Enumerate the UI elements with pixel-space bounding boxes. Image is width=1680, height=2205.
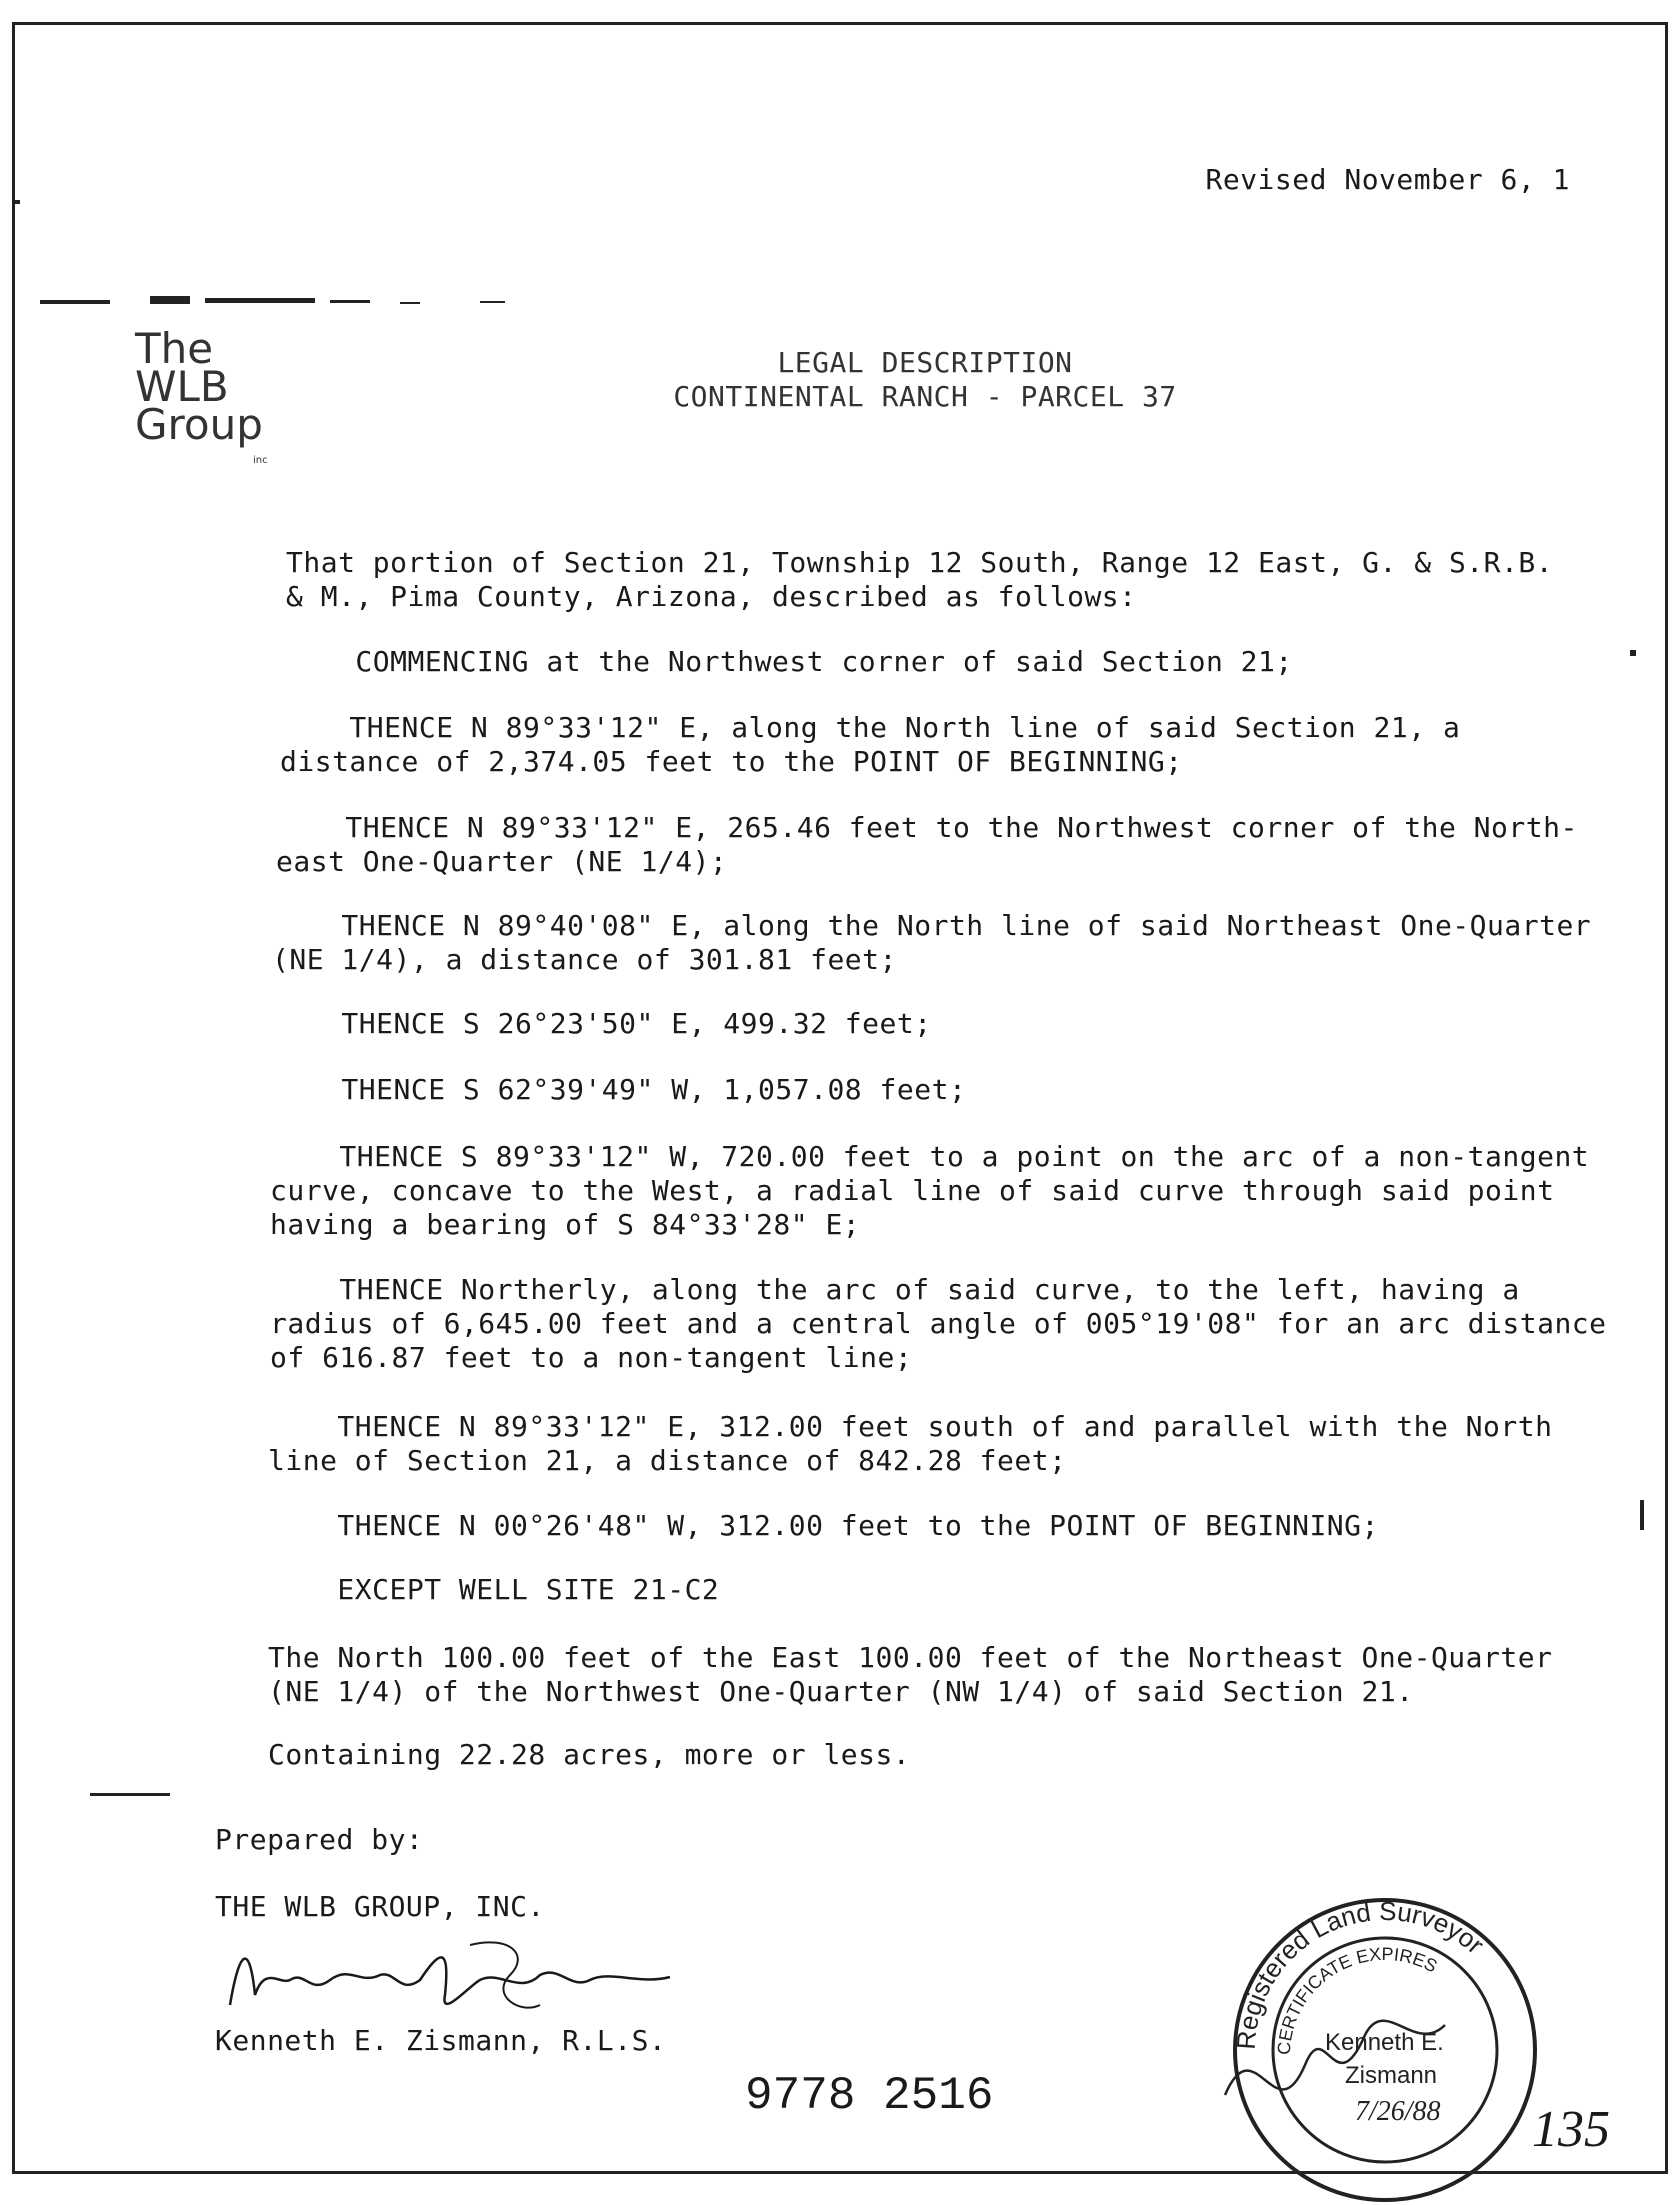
acreage-statement: Containing 22.28 acres, more or less. — [268, 1738, 911, 1771]
stamp-name-line-2: Zismann — [1345, 2062, 1438, 2089]
heading-line-2: CONTINENTAL RANCH - PARCEL 37 — [673, 380, 1177, 413]
logo-line-group: Group — [135, 400, 263, 449]
course-paragraph-9: THENCE N 00°26'48" W, 312.00 feet to the POINT OF BEGINNING; — [268, 1509, 1379, 1542]
course-paragraph-1: THENCE N 89°33'12" E, along the North line of said Section 21, a distance of 2,374.05 feet to the POINT OF BEGINNING; — [280, 711, 1461, 778]
logo-line-inc: inc — [253, 455, 268, 466]
document-heading — [0, 346, 1680, 414]
course-paragraph-7: THENCE Northerly, along the arc of said curve, to the left, having a radius of 6,645.00 feet and a central angle of 005°19'08" for an arc distance of 616.87 feet to a non-tangent line; — [270, 1273, 1607, 1374]
course-paragraph-4: THENCE S 26°23'50" E, 499.32 feet; — [272, 1007, 932, 1040]
course-paragraph-8: THENCE N 89°33'12" E, 312.00 feet south of and parallel with the North line of Section 21, a distance of 842.28 feet; — [268, 1410, 1553, 1477]
document-number: 9778 2516 — [745, 2070, 994, 2122]
page-number: 135 — [1532, 2101, 1610, 2158]
prepared-by-label: Prepared by: — [215, 1823, 424, 1856]
stamp-date: 7/26/88 — [1355, 2096, 1441, 2127]
logo-line-wlb: WLB — [135, 362, 229, 411]
course-paragraph-5: THENCE S 62°39'49" W, 1,057.08 feet; — [272, 1073, 967, 1106]
revised-date: Revised November 6, 1 — [1205, 163, 1570, 196]
course-paragraph-2: THENCE N 89°33'12" E, 265.46 feet to the Northwest corner of the North- east One-Quarter (NE 1/4); — [276, 811, 1578, 878]
except-heading: EXCEPT WELL SITE 21-C2 — [268, 1573, 720, 1606]
heading-line-1: LEGAL DESCRIPTION — [777, 346, 1073, 379]
intro-paragraph: That portion of Section 21, Township 12 South, Range 12 East, G. & S.R.B. & M., Pima County, Arizona, described as follows: — [286, 546, 1554, 613]
signer-name: Kenneth E. Zismann, R.L.S. — [215, 2024, 667, 2057]
except-description: The North 100.00 feet of the East 100.00 feet of the Northeast One-Quarter (NE 1/4) of the Northwest One-Quarter (NW 1/4) of said Section 21. — [268, 1641, 1553, 1708]
surveyor-seal-stamp — [1215, 1875, 1555, 2205]
course-paragraph-3: THENCE N 89°40'08" E, along the North line of said Northeast One-Quarter (NE 1/4), a distance of 301.81 feet; — [272, 909, 1592, 976]
course-paragraph-6: THENCE S 89°33'12" W, 720.00 feet to a point on the arc of a non-tangent curve, concave to the West, a radial line of said curve through said point having a bearing of S 84°33'28" E; — [270, 1140, 1590, 1241]
logo-line-the: The — [135, 324, 214, 373]
handwritten-signature — [210, 1925, 690, 2035]
stamp-inner-text: CERTIFICATE EXPIRES — [1273, 1943, 1441, 2056]
stamp-name-line-1: Kenneth E. — [1325, 2029, 1444, 2056]
commencing-paragraph: COMMENCING at the Northwest corner of said Section 21; — [286, 645, 1293, 678]
company-name: THE WLB GROUP, INC. — [215, 1890, 545, 1923]
svg-text:Registered Land Surveyor — [1231, 1896, 1491, 2051]
stamp-arc-text: Registered Land Surveyor — [1230, 1895, 1491, 2051]
